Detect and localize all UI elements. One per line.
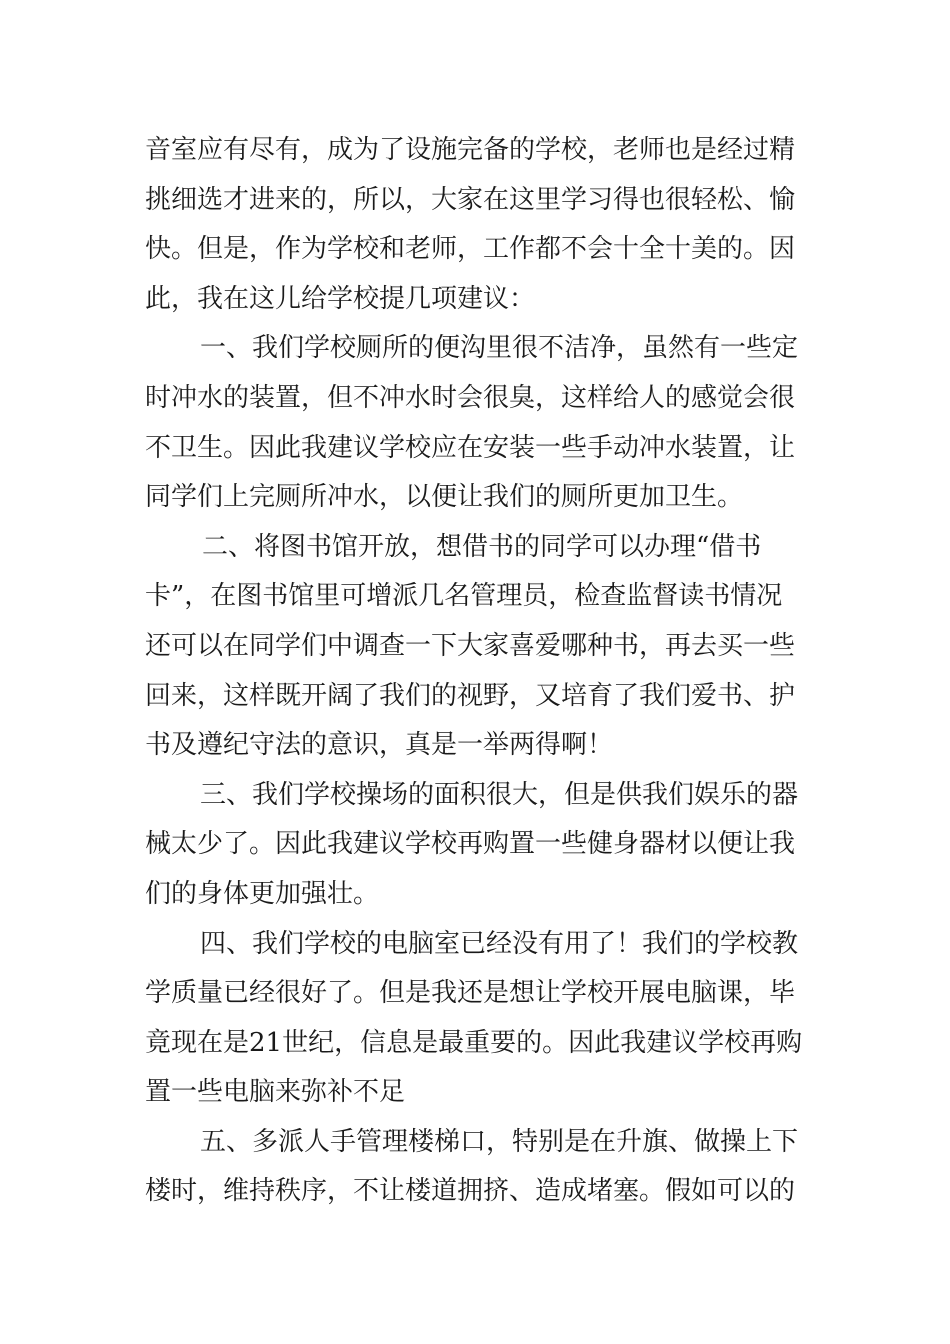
text-line: 音室应有尽有，成为了设施完备的学校，老师也是经过精 <box>145 135 796 165</box>
paragraph-4-start: 四、我们学校的电脑室已经没有用了！我们的学校教 <box>200 928 799 959</box>
paragraph-3-start: 三、我们学校操场的面积很大，但是供我们娱乐的器 <box>200 779 799 810</box>
text-line: 挑细选才进来的，所以，大家在这里学习得也很轻松、愉 <box>145 184 796 215</box>
text-line: 还可以在同学们中调查一下大家喜爱哪种书，再去买一些 <box>145 630 796 661</box>
text-line: 同学们上完厕所冲水，以便让我们的厕所更加卫生。 <box>145 482 744 513</box>
text-line: 械太少了。因此我建议学校再购置一些健身器材以便让我 <box>145 829 796 860</box>
document-body <box>145 126 815 1217</box>
text-line: 学质量已经很好了。但是我还是想让学校开展电脑课，毕 <box>145 978 796 1009</box>
text-line: 快。但是，作为学校和老师，工作都不会十全十美的。因 <box>145 234 796 265</box>
text-line: 不卫生。因此我建议学校应在安装一些手动冲水装置，让 <box>145 432 796 463</box>
text-line: 置一些电脑来弥补不足 <box>145 1077 406 1108</box>
paragraph-1-start: 一、我们学校厕所的便沟里很不洁净，虽然有一些定 <box>200 333 799 364</box>
text-line: 楼时，维持秩序，不让楼道拥挤、造成堵塞。假如可以的 <box>145 1176 796 1207</box>
text-line: 时冲水的装置，但不冲水时会很臭，这样给人的感觉会很 <box>145 382 796 413</box>
text-line: 此，我在这儿给学校提几项建议： <box>145 283 536 314</box>
paragraph-2-start: 二、将图书馆开放，想借书的同学可以办理“借书 <box>202 531 762 562</box>
text-line: 竟现在是21世纪，信息是最重要的。因此我建议学校再购 <box>145 1027 803 1058</box>
text-line: 卡”，在图书馆里可增派几名管理员，检查监督读书情况 <box>145 581 783 612</box>
text-line: 书及遵纪守法的意识，真是一举两得啊！ <box>145 730 614 761</box>
text-line: 回来，这样既开阔了我们的视野，又培育了我们爱书、护 <box>145 680 796 711</box>
text-line: 们的身体更加强壮。 <box>145 878 380 909</box>
paragraph-5-start: 五、多派人手管理楼梯口，特别是在升旗、做操上下 <box>200 1126 799 1157</box>
